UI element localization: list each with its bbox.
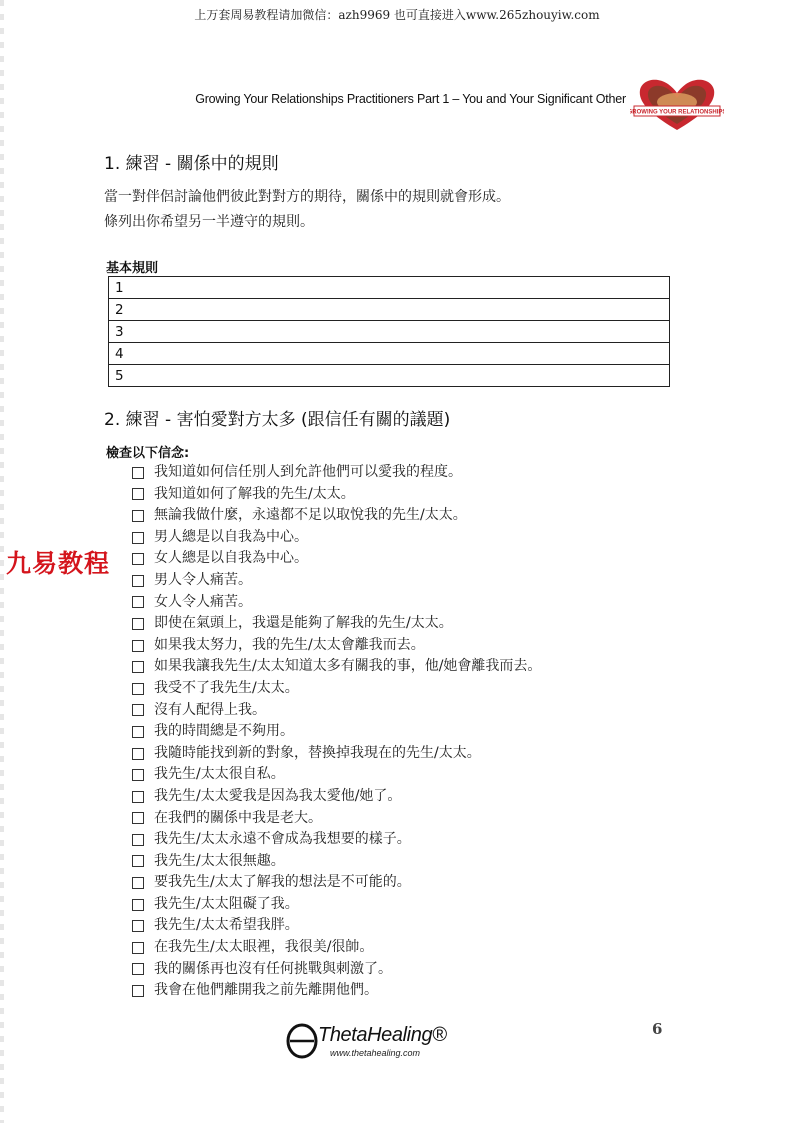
belief-item (132, 527, 541, 549)
belief-text: 我的時間總是不夠用。 (154, 723, 294, 740)
footer-brand: ThetaHealing® (318, 1024, 447, 1046)
rules-table-cell[interactable]: 3 (109, 321, 670, 343)
belief-text: 即使在氣頭上，我還是能夠了解我的先生/太太。 (154, 615, 453, 632)
checkbox-icon[interactable] (132, 877, 144, 889)
belief-text: 我先生/太太很無趣。 (154, 852, 285, 869)
checkbox-icon[interactable] (132, 596, 144, 608)
belief-text: 我的關係再也沒有任何挑戰與刺激了。 (154, 960, 392, 977)
rules-table (108, 276, 670, 387)
rules-table-row (109, 277, 670, 299)
relationships-logo (630, 76, 724, 132)
belief-text: 女人令人痛苦。 (154, 593, 252, 610)
belief-item (132, 980, 541, 1002)
belief-item (132, 592, 541, 614)
checkbox-icon[interactable] (132, 769, 144, 781)
checkbox-icon[interactable] (132, 920, 144, 932)
belief-text: 男人總是以自我為中心。 (154, 528, 308, 545)
belief-text: 我知道如何信任別人到允許他們可以愛我的程度。 (154, 464, 462, 480)
top-banner: 上万套周易教程请加微信：azh9969 也可直接进入www.265zhouyiw.com (194, 8, 600, 22)
checkbox-icon[interactable] (132, 553, 144, 565)
section1-paragraph-2: 條列出你希望另一半遵守的規則。 (104, 214, 314, 230)
rules-table-row (109, 321, 670, 343)
belief-item (132, 764, 541, 786)
belief-item (132, 894, 541, 916)
section1-title: 1. 練習 - 關係中的規則 (104, 154, 279, 174)
footer-url: www.thetahealing.com (330, 1048, 421, 1058)
rules-table-row (109, 365, 670, 387)
belief-text: 在我先生/太太眼裡，我很美/很帥。 (154, 939, 374, 956)
checkbox-icon[interactable] (132, 683, 144, 695)
page-edge-decoration (0, 0, 4, 1123)
belief-item (132, 484, 541, 506)
checkbox-icon[interactable] (132, 985, 144, 997)
belief-item (132, 548, 541, 570)
rules-table-row (109, 299, 670, 321)
checkbox-icon[interactable] (132, 467, 144, 479)
belief-item (132, 959, 541, 981)
belief-text: 如果我讓我先生/太太知道太多有關我的事，他/她會離我而去。 (154, 658, 542, 675)
belief-text: 女人總是以自我為中心。 (154, 550, 308, 567)
belief-text: 我會在他們離開我之前先離開他們。 (154, 982, 378, 999)
belief-item (132, 721, 541, 743)
checkbox-icon[interactable] (132, 661, 144, 673)
checkbox-icon[interactable] (132, 640, 144, 652)
belief-text: 我隨時能找到新的對象，替換掉我現在的先生/太太。 (154, 744, 481, 761)
checkbox-icon[interactable] (132, 855, 144, 867)
beliefs-label: 檢查以下信念: (106, 446, 190, 461)
section2-title: 2. 練習 - 害怕愛對方太多 (跟信任有關的議題) (104, 410, 451, 430)
rules-table-row (109, 343, 670, 365)
checkbox-icon[interactable] (132, 510, 144, 522)
checkbox-icon[interactable] (132, 963, 144, 975)
belief-item (132, 915, 541, 937)
beliefs-checklist (132, 462, 541, 1002)
belief-text: 在我們的關係中我是老大。 (154, 809, 322, 826)
checkbox-icon[interactable] (132, 899, 144, 911)
belief-item (132, 851, 541, 873)
belief-text: 沒有人配得上我。 (154, 701, 266, 718)
section1-paragraph-1: 當一對伴侶討論他們彼此對對方的期待，關係中的規則就會形成。 (104, 189, 510, 205)
belief-text: 我先生/太太愛我是因為我太愛他/她了。 (154, 787, 402, 804)
belief-item (132, 786, 541, 808)
belief-text: 我先生/太太希望我胖。 (154, 917, 299, 934)
belief-item (132, 613, 541, 635)
checkbox-icon[interactable] (132, 834, 144, 846)
belief-item (132, 700, 541, 722)
belief-item (132, 743, 541, 765)
rules-table-cell[interactable]: 1 (109, 277, 670, 299)
page-number: 6 (652, 1020, 663, 1038)
belief-item (132, 937, 541, 959)
belief-text: 我受不了我先生/太太。 (154, 679, 299, 696)
checkbox-icon[interactable] (132, 532, 144, 544)
logo-text: GROWING YOUR RELATIONSHIPS (630, 109, 724, 116)
rules-table-label: 基本規則 (106, 261, 159, 276)
rules-table-cell[interactable]: 4 (109, 343, 670, 365)
belief-item (132, 570, 541, 592)
belief-text: 如果我太努力，我的先生/太太會離我而去。 (154, 636, 425, 653)
belief-item (132, 656, 541, 678)
checkbox-icon[interactable] (132, 575, 144, 587)
checkbox-icon[interactable] (132, 488, 144, 500)
belief-item (132, 635, 541, 657)
belief-text: 男人令人痛苦。 (154, 571, 252, 588)
belief-text: 無論我做什麼，永遠都不足以取悅我的先生/太太。 (154, 507, 467, 524)
belief-text: 我先生/太太阻礙了我。 (154, 895, 299, 912)
checkbox-icon[interactable] (132, 791, 144, 803)
checkbox-icon[interactable] (132, 748, 144, 760)
checkbox-icon[interactable] (132, 726, 144, 738)
belief-text: 要我先生/太太了解我的想法是不可能的。 (154, 874, 411, 891)
belief-item (132, 829, 541, 851)
belief-item (132, 808, 541, 830)
belief-text: 我先生/太太永遠不會成為我想要的樣子。 (154, 831, 411, 848)
belief-text: 我知道如何了解我的先生/太太。 (154, 485, 355, 502)
belief-item (132, 505, 541, 527)
watermark: 九易教程 (6, 549, 111, 578)
belief-item (132, 872, 541, 894)
header-title: Growing Your Relationships Practitioners Part 1 – You and Your Significant Other (195, 92, 626, 106)
checkbox-icon[interactable] (132, 618, 144, 630)
checkbox-icon[interactable] (132, 942, 144, 954)
rules-table-cell[interactable]: 5 (109, 365, 670, 387)
belief-text: 我先生/太太很自私。 (154, 766, 285, 783)
belief-item (132, 678, 541, 700)
checkbox-icon[interactable] (132, 812, 144, 824)
checkbox-icon[interactable] (132, 704, 144, 716)
belief-item (132, 462, 541, 484)
rules-table-cell[interactable]: 2 (109, 299, 670, 321)
